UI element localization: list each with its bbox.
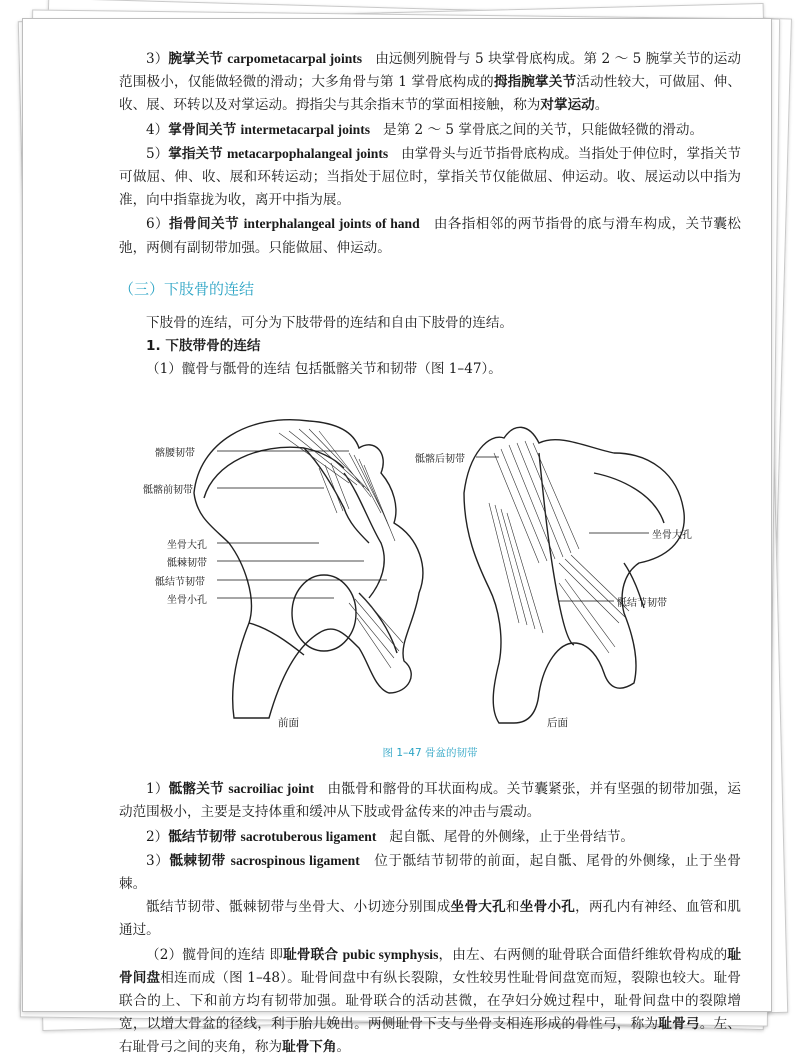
body-text: 由骶骨和髂骨的耳状面构成。关节囊紧张，并有坚强的韧带加强，运动范围极小，主要是支持体重和缓冲从下肢或骨盆传来的冲击与震动。 — [119, 781, 742, 821]
term-cn: 掌骨间关节 — [168, 121, 237, 138]
subsection-text: （1）髋骨与骶骨的连结 包括骶髂关节和韧带（图 1–47）。 — [146, 361, 502, 378]
page-content — [119, 47, 741, 1060]
body-text: （2）髋骨间的连结 即 — [146, 946, 284, 963]
label-iliolumbar-ligament: 髂腰韧带 — [155, 448, 195, 460]
body-text: 。 — [336, 1039, 351, 1056]
body-text: ，两孔内有神经、血管和肌通过。 — [119, 899, 742, 939]
term-en: sacroiliac joint — [228, 781, 314, 797]
view-label-front: 前面 — [278, 717, 299, 730]
item-number: 6） — [146, 216, 170, 233]
figure-caption: 图 1–47 骨盆的韧带 — [382, 747, 478, 760]
label-lesser-sciatic-foramen: 坐骨小孔 — [167, 595, 207, 607]
body-text: 由掌骨头与近节指骨底构成。当指处于伸位时，掌指关节可做屈、伸、收、展和环转运动；当指处于屈位时，掌指关节仅能做屈、伸运动。收、展运动以中指为准，向中指靠拢为收，离开中指为展。 — [119, 145, 741, 209]
term-en: metacarpophalangeal joints — [226, 145, 389, 161]
label-sacrotuberous-ligament-back: 骶结节韧带 — [617, 598, 667, 610]
term-bold: 耻骨间盘 — [119, 946, 742, 986]
paragraph-carpometacarpal — [119, 47, 741, 118]
figure-pelvis-ligaments — [119, 393, 741, 765]
body-text: ，由左、右两侧的耻骨联合面借纤维软骨构成的 — [438, 946, 728, 963]
term-en: sacrospinous ligament — [230, 852, 360, 868]
paragraph-sacroiliac — [119, 777, 741, 824]
paragraph-sciatic-foramina — [119, 896, 741, 942]
term-cn: 腕掌关节 — [168, 51, 223, 67]
paragraph-interphalangeal — [119, 212, 741, 259]
label-sacrotuberous-ligament: 骶结节韧带 — [155, 577, 205, 589]
paragraph-sacrotuberous — [119, 825, 741, 849]
subheading: 1. 下肢带骨的连结 — [146, 338, 261, 355]
paragraph-sacrospinous — [119, 849, 741, 896]
body-text: 。 — [594, 97, 609, 114]
item-number: 5） — [146, 145, 169, 162]
label-greater-sciatic-foramen-back: 坐骨大孔 — [652, 530, 692, 542]
term-en: pubic symphysis — [342, 946, 439, 962]
body-text: 。左、右耻骨弓之间的夹角，称为 — [119, 1016, 742, 1056]
body-text: 是第 2 ～ 5 掌骨底之间的关节，只能做轻微的滑动。 — [383, 121, 704, 138]
term-en: carpometacarpal joints — [227, 51, 363, 66]
body-text: 骶结节韧带、骶棘韧带与坐骨大、小切迹分别围成 — [146, 899, 451, 916]
term-bold: 耻骨下角 — [282, 1039, 337, 1056]
body-text: 相连而成（图 1–48）。耻骨间盘中有纵长裂隙，女性较男性耻骨间盘宽而短，裂隙也较大。耻骨联合的上、下和前方均有韧带加强。耻骨联合的活动甚微，在孕妇分娩过程中，耻骨间盘中的裂隙增宽，以增大骨盆的径线，利于胎儿娩出。两侧耻骨下支与坐骨支相连形成的骨性弓，称为 — [119, 969, 742, 1033]
term-en: sacrotuberous ligament — [240, 828, 377, 844]
term-cn: 骶髂关节 — [168, 781, 224, 798]
paragraph-pubic-symphysis — [119, 943, 741, 1060]
paragraph-metacarpophalangeal — [119, 142, 741, 213]
item-number: 1） — [146, 781, 169, 798]
label-sacrospinous-ligament: 骶棘韧带 — [167, 558, 207, 570]
pelvis-illustration — [119, 393, 741, 743]
view-label-back: 后面 — [547, 717, 568, 730]
term-bold: 拇指腕掌关节 — [493, 74, 577, 91]
item-number: 3） — [146, 852, 170, 869]
label-posterior-sacroiliac-ligament: 骶髂后韧带 — [415, 454, 465, 466]
body-text: 由各指相邻的两节指骨的底与滑车构成，关节囊松弛，两侧有副韧带加强。只能做屈、伸运动。 — [119, 216, 742, 256]
term-bold: 对掌运动 — [540, 97, 595, 114]
body-text: 由远侧列腕骨与 5 块掌骨底构成。第 2 ～ 5 腕掌关节的运动范围极小，仅能做轻微的滑动；大多角骨与第 1 掌骨底构成的 — [119, 51, 742, 91]
item-number: 4） — [146, 121, 169, 138]
term-bold: 耻骨弓 — [658, 1016, 700, 1033]
term-cn: 指骨间关节 — [169, 216, 239, 233]
term-cn: 掌指关节 — [168, 145, 223, 162]
book-page — [22, 18, 772, 1056]
label-anterior-sacroiliac-ligament: 骶髂前韧带 — [143, 485, 193, 497]
term-bold: 坐骨大孔 — [450, 899, 506, 916]
item-number: 3） — [146, 51, 169, 67]
body-text: 活动性较大，可做屈、伸、收、展、环转以及对掌运动。拇指尖与其余指末节的掌面相接触，称为 — [119, 74, 742, 114]
term-en: intermetacarpal joints — [240, 121, 371, 137]
term-cn: 骶结节韧带 — [168, 828, 237, 845]
section-heading: （三）下肢骨的连结 — [119, 279, 255, 298]
body-text: 起自骶、尾骨的外侧缘，止于坐骨结节。 — [389, 828, 635, 845]
body-text: 和 — [505, 899, 520, 916]
item-number: 2） — [146, 828, 169, 845]
term-cn: 骶棘韧带 — [169, 852, 226, 869]
body-text: 位于骶结节韧带的前面，起自骶、尾骨的外侧缘，止于坐骨棘。 — [119, 852, 742, 893]
label-greater-sciatic-foramen: 坐骨大孔 — [167, 540, 207, 552]
section-intro: 下肢骨的连结，可分为下肢带骨的连结和自由下肢骨的连结。 — [146, 314, 514, 331]
term-en: interphalangeal joints of hand — [243, 216, 420, 232]
paragraph-intermetacarpal — [119, 118, 741, 142]
term-bold: 坐骨小孔 — [519, 899, 576, 916]
term-cn: 耻骨联合 — [283, 946, 339, 963]
